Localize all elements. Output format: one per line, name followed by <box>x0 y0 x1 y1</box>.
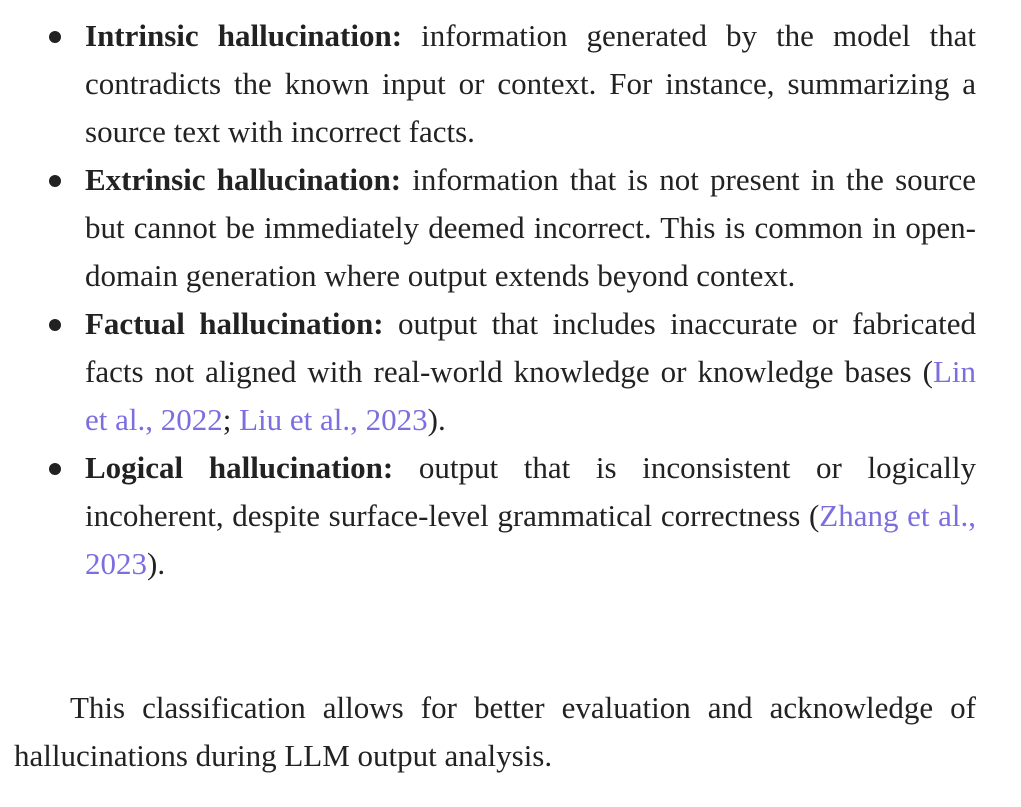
term-factual: Factual hallucination: <box>85 306 384 341</box>
bullet-icon <box>49 319 61 331</box>
bullet-icon <box>49 175 61 187</box>
bullet-icon <box>49 463 61 475</box>
term-extrinsic: Extrinsic hallucination: <box>85 162 402 197</box>
hallucination-types-list <box>85 12 976 588</box>
bullet-icon <box>49 31 61 43</box>
citation-close: ). <box>147 546 166 581</box>
definition-logical: output that is inconsistent or logically incoherent, despite surface-level grammatical correctness ( <box>85 450 977 533</box>
list-item-extrinsic <box>85 156 976 300</box>
list-item-intrinsic <box>85 12 976 156</box>
term-intrinsic: Intrinsic hallucination: <box>85 18 403 53</box>
body-paragraph: This classification allows for better evaluation and acknowledge of hallucinations during LLM output analysis. <box>14 690 976 773</box>
citation-link-lin-2022[interactable]: Lin et al., 2022 <box>85 354 976 437</box>
list-item-factual <box>85 300 976 444</box>
definition-factual: output that includes inaccurate or fabricated facts not aligned with real-world knowledge or knowledge bases ( <box>85 306 976 389</box>
citation-link-liu-2023[interactable]: Liu et al., 2023 <box>239 402 428 437</box>
citation-link-zhang-2023[interactable]: Zhang et al., 2023 <box>85 498 976 581</box>
definition-intrinsic: information generated by the model that contradicts the known input or context. For instance, summarizing a source text with incorrect facts. <box>85 18 976 149</box>
term-logical: Logical hallucination: <box>85 450 394 485</box>
citation-separator: ; <box>222 402 240 437</box>
definition-extrinsic: information that is not present in the source but cannot be immediately deemed incorrect. This is common in open-domain generation where output extends beyond context. <box>85 162 976 293</box>
list-item-logical <box>85 444 976 588</box>
citation-close: ). <box>427 402 446 437</box>
